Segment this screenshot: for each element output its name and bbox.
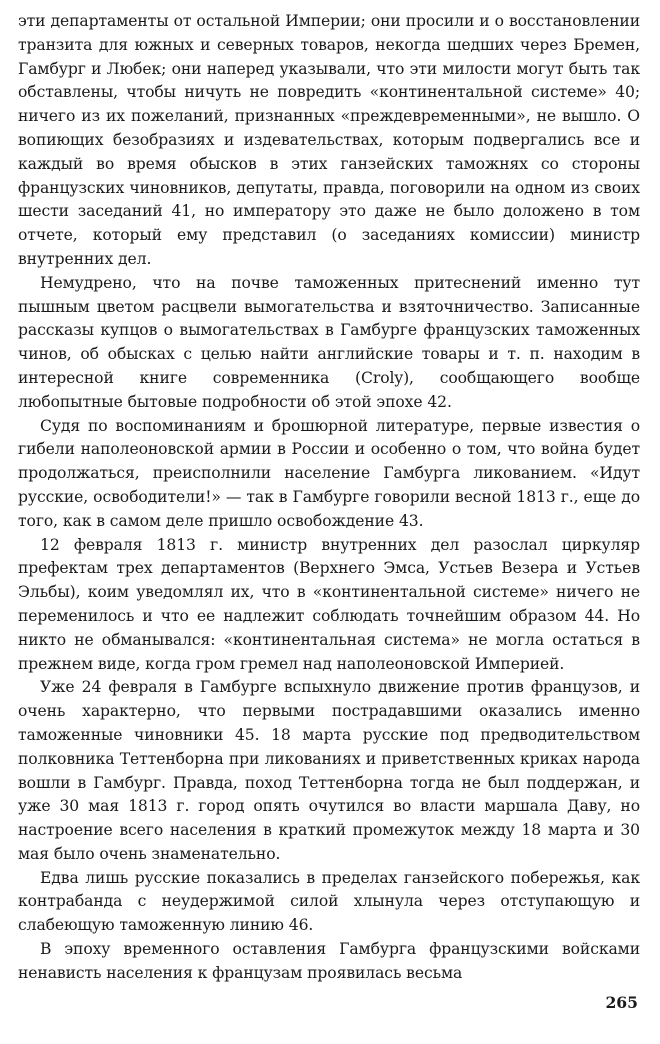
page-number: 265 <box>605 993 638 1012</box>
paragraph: Судя по воспоминаниям и брошюрной литературе, первые известия о гибели наполеоновской армии в России и особенно о том, что война будет продолжаться, преисполнили население Гамбурга ликованием. «Идут русские, освободители!» — так в Гамбурге говорили весной 1813 г., еще до того, как в самом деле пришло освобождение 43. <box>18 416 640 530</box>
paragraph: Уже 24 февраля в Гамбурге вспыхнуло движение против французов, и очень характерно, что первыми пострадавшими оказались именно таможенные чиновники 45. 18 марта русские под предводительством полковника Теттенборна при ликованиях и приветственных криках народа вошли в Гамбург. Правда, поход Теттенборна тогда не был поддержан, и уже 30 мая 1813 г. город опять очутился во власти маршала Даву, но настроение всего населения в краткий промежуток между 18 марта и 30 мая было очень знаменательно. <box>18 678 640 863</box>
document-page <box>18 10 640 986</box>
paragraph: Едва лишь русские показались в пределах ганзейского побережья, как контрабанда с неудержимой силой хлынула через отступающую и слабеющую таможенную линию 46. <box>18 868 640 935</box>
paragraph: Немудрено, что на почве таможенных притеснений именно тут пышным цветом расцвели вымогательства и взяточничество. Записанные рассказы купцов о вымогательствах в Гамбурге французских таможенных чинов, об обысках с целью найти английские товары и т. п. находим в интересной книге современника (Croly), сообщающего вообще любопытные бытовые подробности об этой эпохе 42. <box>18 273 640 411</box>
paragraph: 12 февраля 1813 г. министр внутренних дел разослал циркуляр префектам трех департаментов (Верхнего Эмса, Устьев Везера и Устьев Эльбы), коим уведомлял их, что в «континентальной системе» ничего не переменилось и что ее надлежит соблюдать точнейшим образом 44. Но никто не обманывался: «континентальная система» не могла остаться в прежнем виде, когда гром гремел над наполеоновской Империей. <box>18 535 640 673</box>
paragraph: В эпоху временного оставления Гамбурга французскими войсками ненависть населения к французам проявилась весьма <box>18 940 640 982</box>
paragraph: эти департаменты от остальной Империи; они просили и о восстановлении транзита для южных и северных товаров, некогда шедших через Бремен, Гамбург и Любек; они наперед указывали, что эти милости могут быть так обставлены, чтобы ничуть не повредить «континентальной системе» 40; ничего из их пожеланий, признанных «преждевременными», не вышло. О вопиющих безобразиях и издевательствах, которым подвергались все и каждый во время обысков в этих ганзейских таможнях со стороны французских чиновников, депутаты, правда, поговорили на одном из своих шести заседаний 41, но императору это даже не было доложено в том отчете, который ему представил (о заседаниях комиссии) министр внутренних дел. <box>18 12 640 268</box>
